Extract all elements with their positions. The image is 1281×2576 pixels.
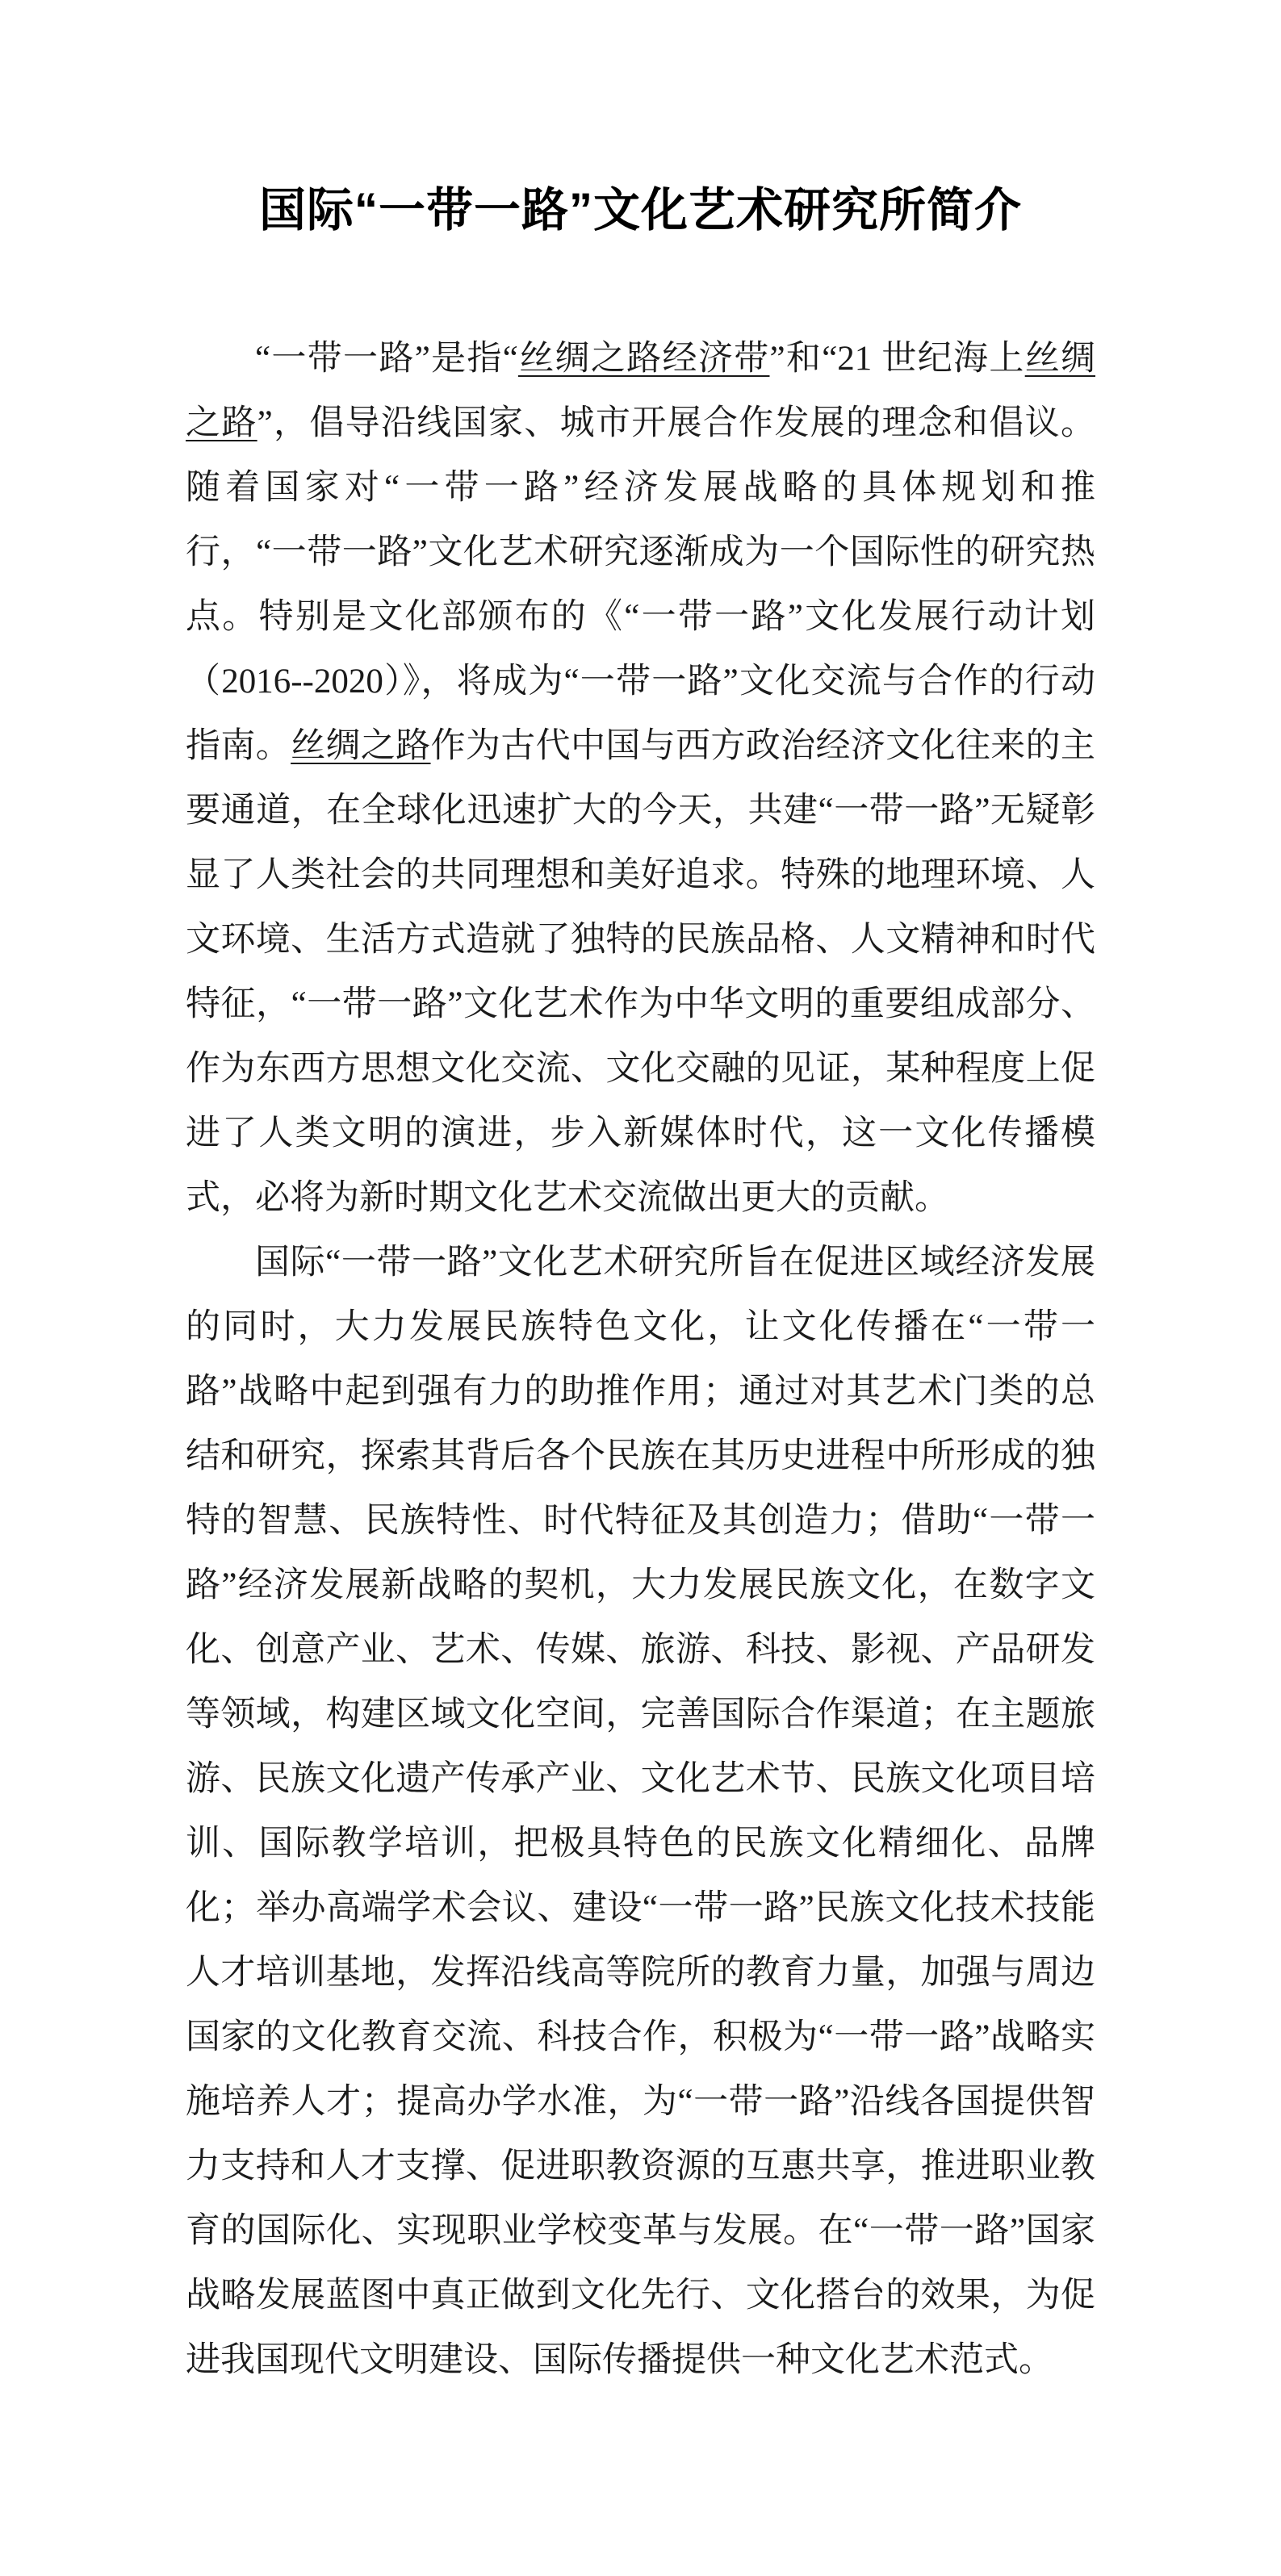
body-text: ”和“21 世纪海上	[769, 339, 1025, 378]
proper-noun-underlined-text: 丝绸之路	[291, 726, 431, 765]
body-text: 国际“一带一路”文化艺术研究所旨在促进区域经济发展的同时，大力发展民族特色文化，让文化传播在“一带一路”战略中起到强有力的助推作用；通过对其艺术门类的总结和研究，探索其背后各个民族在其历史进程中所形成的独特的智慧、民族特性、时代特征及其创造力；借助“一带一路”经济发展新战略的契机，大力发展民族文化，在数字文化、创意产业、艺术、传媒、旅游、科技、影视、产品研发等领域，构建区域文化空间，完善国际合作渠道；在主题旅游、民族文化遗产传承产业、文化艺术节、民族文化项目培训、国际教学培训，把极具特色的民族文化精细化、品牌化；举办高端学术会议、建设“一带一路”民族文化技术技能人才培训基地，发挥沿线高等院所的教育力量，加强与周边国家的文化教育交流、科技合作，积极为“一带一路”战略实施培养人才；提高办学水准，为“一带一路”沿线各国提供智力支持和人才支撑、促进职教资源的互惠共享，推进职业教育的国际化、实现职业学校变革与发展。在“一带一路”国家战略发展蓝图中真正做到文化先行、文化搭台的效果，为促进我国现代文明建设、国际传播提供一种文化艺术范式。	[186, 1243, 1095, 2379]
document-title: 国际“一带一路”文化艺术研究所简介	[258, 183, 1022, 236]
proper-noun-underlined-text: 丝绸之路经济带	[517, 339, 770, 378]
proper-noun-underlined-text: 丝绸之路	[186, 339, 1096, 442]
paragraph	[186, 327, 1095, 1231]
document-body	[186, 327, 1095, 2393]
body-text: “一带一路”是指“	[255, 339, 518, 378]
body-text: 作为古代中国与西方政治经济文化往来的主要通道，在全球化迅速扩大的今天，共建“一带一路”无疑彰显了人类社会的共同理想和美好追求。特殊的地理环境、人文环境、生活方式造就了独特的民族品格、人文精神和时代特征，“一带一路”文化艺术作为中华文明的重要组成部分、作为东西方思想文化交流、文化交融的见证，某种程度上促进了人类文明的演进，步入新媒体时代，这一文化传播模式，必将为新时期文化艺术交流做出更大的贡献。	[186, 726, 1096, 1217]
body-text: ”，倡导沿线国家、城市开展合作发展的理念和倡议。随着国家对“一带一路”经济发展战略的具体规划和推行，“一带一路”文化艺术研究逐渐成为一个国际性的研究热点。特别是文化部颁布的《“一带一路”文化发展行动计划（2016--2020）》，将成为“一带一路”文化交流与合作的行动指南。	[186, 404, 1095, 765]
paragraph	[186, 1231, 1095, 2393]
